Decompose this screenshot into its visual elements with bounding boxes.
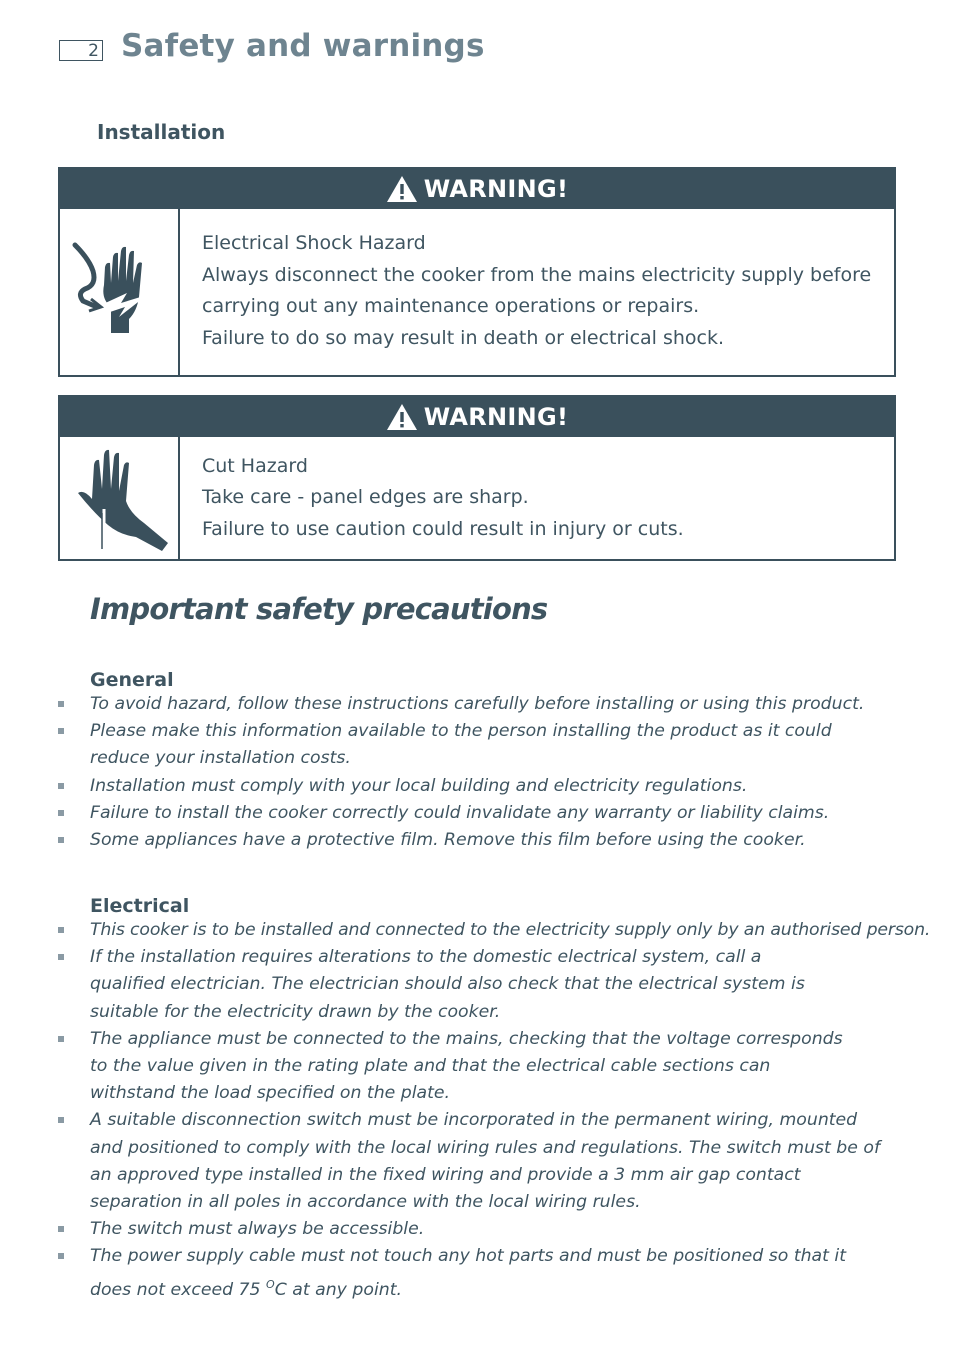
bullet-icon <box>58 954 64 960</box>
bullet-icon <box>58 1117 64 1123</box>
superscript-o: O <box>266 1277 275 1291</box>
bullet-icon <box>58 701 64 707</box>
page-number: 2 <box>59 40 103 61</box>
list-item: This cooker is to be installed and connected to the electricity supply only by an authorised person. <box>0 917 954 944</box>
page-title: Safety and warnings <box>121 28 485 64</box>
warning-line: Failure to use caution could result in injury or cuts. <box>202 517 684 540</box>
bullet-icon <box>58 783 64 789</box>
warning-header <box>60 397 894 437</box>
list-item: Some appliances have a protective film. Remove this film before using the cooker. <box>0 827 954 854</box>
warning-label: WARNING! <box>423 175 569 203</box>
bullet-icon <box>58 1226 64 1232</box>
list-item: The appliance must be connected to the mains, checking that the voltage corresponds to the value given in the rating plate and that the electrical cable sections can withstand the load specified on the plate. <box>0 1026 954 1108</box>
list-item: Installation must comply with your local building and electricity regulations. <box>0 773 954 800</box>
list-item: Please make this information available to the person installing the product as it could reduce your installation costs. <box>0 718 954 772</box>
list-item: To avoid hazard, follow these instructions carefully before installing or using this product. <box>0 691 954 718</box>
warning-label: WARNING! <box>423 403 569 431</box>
hazard-title: Electrical Shock Hazard <box>202 232 426 254</box>
general-list <box>0 691 954 854</box>
warning-header <box>60 169 894 209</box>
warning-line: Always disconnect the cooker from the mains electricity supply before <box>202 263 872 286</box>
precautions-heading: Important safety precautions <box>90 592 548 626</box>
warning-box-electrical-shock <box>58 167 896 377</box>
list-item: A suitable disconnection switch must be incorporated in the permanent wiring, mounted and positioned to comply with the local wiring rules and regulations. The switch must be of an approved type installed in the fixed wiring and provide a 3 mm air gap contact separation in all poles in accordance with the local wiring rules. <box>0 1107 954 1216</box>
warning-line: Take care - panel edges are sharp. <box>202 486 529 509</box>
general-heading: General <box>90 669 174 691</box>
warning-triangle-icon <box>386 175 418 203</box>
bullet-icon <box>58 837 64 843</box>
bullet-icon <box>58 810 64 816</box>
electrical-list <box>0 917 954 1304</box>
bullet-icon <box>58 1036 64 1042</box>
warning-text <box>180 437 684 559</box>
list-item: The switch must always be accessible. <box>0 1216 954 1243</box>
list-item: The power supply cable must not touch any hot parts and must be positioned so that it does not exceed 75 $^O$C at any point. <box>0 1243 954 1303</box>
bullet-icon <box>58 1253 64 1259</box>
warning-line: Failure to do so may result in death or electrical shock. <box>202 326 725 349</box>
electric-shock-hand-icon <box>60 209 180 375</box>
warning-box-cut-hazard <box>58 395 896 561</box>
list-item: Failure to install the cooker correctly could invalidate any warranty or liability claims. <box>0 800 954 827</box>
cut-hand-icon <box>60 437 180 559</box>
warning-triangle-icon <box>386 403 418 431</box>
warning-text <box>180 209 871 373</box>
bullet-icon <box>58 927 64 933</box>
warning-line: carrying out any maintenance operations or repairs. <box>202 295 700 317</box>
list-item: If the installation requires alterations to the domestic electrical system, call a qualified electrician. The electrician should also check that the electrical system is suitable for the electricity drawn by the cooker. <box>0 944 954 1026</box>
electrical-heading: Electrical <box>90 895 190 917</box>
bullet-icon <box>58 728 64 734</box>
hazard-title: Cut Hazard <box>202 454 308 477</box>
installation-heading: Installation <box>97 120 226 144</box>
